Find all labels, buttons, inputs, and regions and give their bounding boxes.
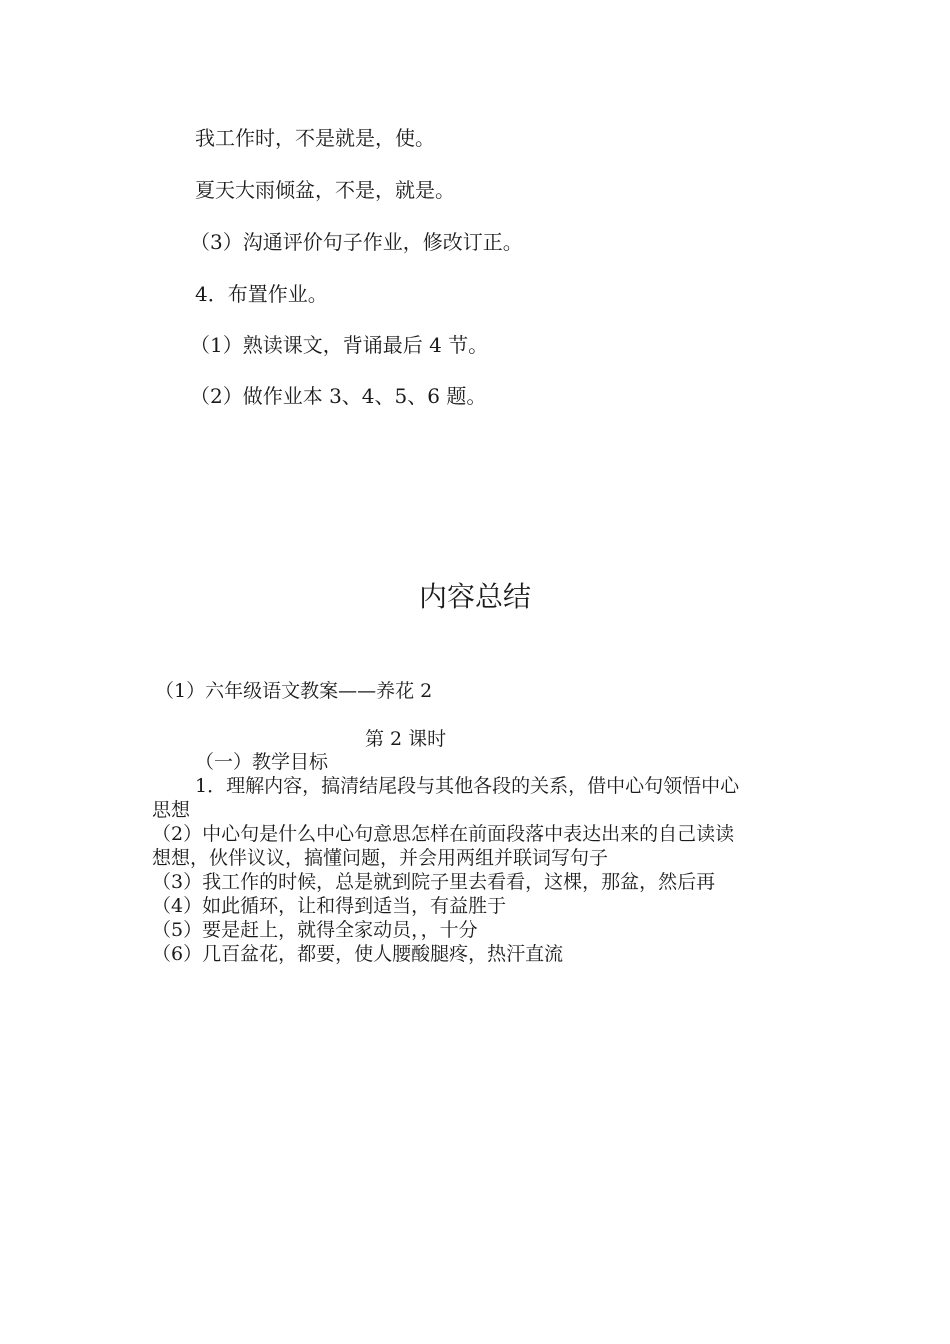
summary-line-2: （2）中心句是什么中心句意思怎样在前面段落中表达出来的自己读读 (152, 823, 735, 845)
summary-line-goal-1-cont: 思想 (152, 799, 191, 821)
summary-line-2-cont: 想想，伙伴议议，搞懂问题，并会用两组并联词写句子 (152, 847, 609, 869)
paragraph-sentence-2: 夏天大雨倾盆，不是，就是。 (195, 178, 455, 202)
paragraph-step-3: （3）沟通评价句子作业，修改订正。 (190, 230, 523, 254)
summary-line-lesson: 第 2 课时 (365, 728, 447, 750)
paragraph-homework-2: （2）做作业本 3、4、5、6 题。 (190, 384, 487, 408)
summary-line-3: （3）我工作的时候，总是就到院子里去看看，这棵，那盆，然后再 (152, 871, 716, 893)
paragraph-homework-1: （1）熟读课文，背诵最后 4 节。 (190, 333, 489, 357)
paragraph-homework-heading: 4．布置作业。 (195, 282, 328, 306)
summary-heading: 内容总结 (418, 580, 531, 613)
summary-line-4: （4）如此循环，让和得到适当，有益胜于 (152, 895, 507, 917)
summary-line-goal-1: 1．理解内容，搞清结尾段与其他各段的关系，借中心句领悟中心 (195, 775, 740, 797)
paragraph-sentence-1: 我工作时，不是就是，使。 (195, 126, 435, 150)
summary-line-title: （1）六年级语文教案——养花 2 (155, 680, 433, 702)
summary-line-5: （5）要是赶上，就得全家动员，，十分 (152, 919, 478, 941)
summary-line-6: （6）几百盆花，都要，使人腰酸腿疼，热汗直流 (152, 943, 564, 965)
summary-line-goals: （一）教学目标 (195, 751, 329, 773)
